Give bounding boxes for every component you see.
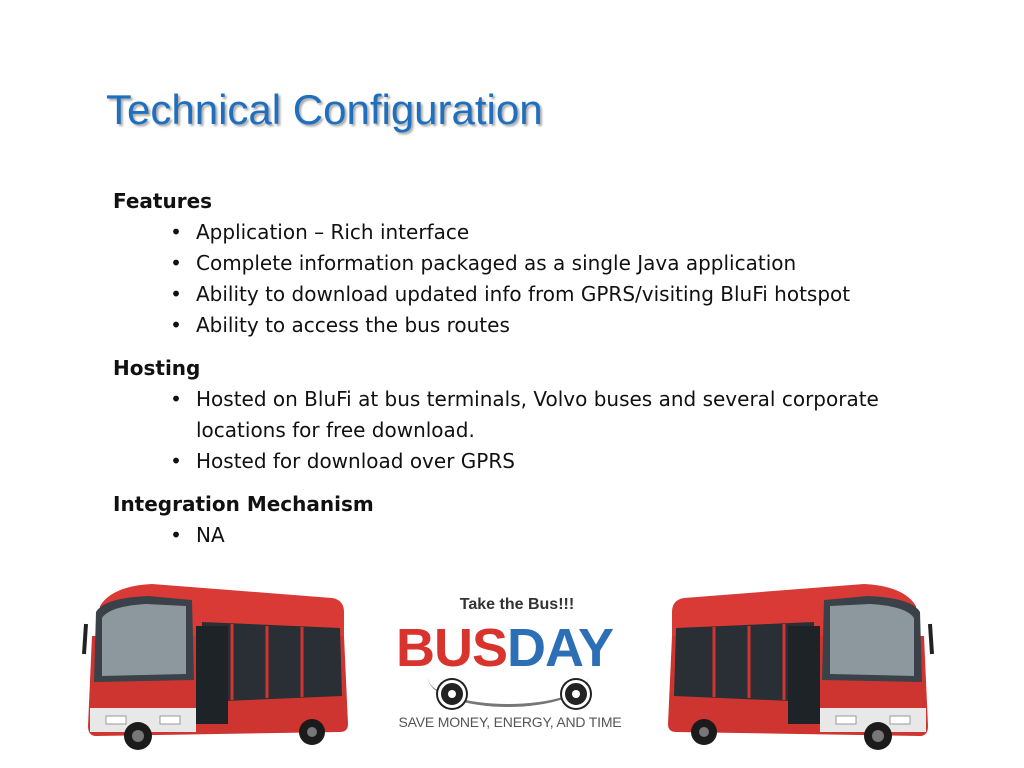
logo-tagline: Take the Bus!!! [459,596,575,613]
slide-title: Technical Configuration [106,86,543,133]
bus-image-right [664,576,934,756]
list-item: • NA [196,520,933,551]
section-heading: Features [113,189,213,213]
bullet-icon: • [170,220,182,244]
list-item: • Hosted for download over GPRS [196,446,933,477]
list-item: • Application – Rich interface [196,217,933,248]
section-hosting [113,353,933,477]
list-item: • Ability to access the bus routes [196,310,933,341]
bullet-icon: • [170,282,182,306]
bus-image-left [82,576,352,756]
section-integration [113,489,933,551]
section-heading: Integration Mechanism [113,492,374,516]
bullet-list [113,217,933,341]
list-item: • Ability to download updated info from GPRS/visiting BluFi hotspot [196,279,933,310]
bullet-list [113,520,933,551]
logo-slogan: SAVE MONEY, ENERGY, AND TIME [398,714,622,730]
bullet-icon: • [170,523,182,547]
bullet-icon: • [170,251,182,275]
bullet-icon: • [170,449,182,473]
wheel-icon [438,680,466,708]
content-body [113,186,933,563]
list-item: • Complete information packaged as a single Java application [196,248,933,279]
logo-wordmark [396,618,613,678]
bullet-icon: • [170,313,182,337]
section-features [113,186,933,341]
bullet-icon: • [170,387,182,411]
list-item: • Hosted on BluFi at bus terminals, Volvo buses and several corporate locations for free download. [196,384,933,446]
logo-word-day: DAY [507,618,614,678]
logo-word-bus: BUS [396,618,508,678]
busday-logo [392,588,628,738]
bullet-list [113,384,933,477]
section-heading: Hosting [113,356,201,380]
wheel-icon [562,680,590,708]
